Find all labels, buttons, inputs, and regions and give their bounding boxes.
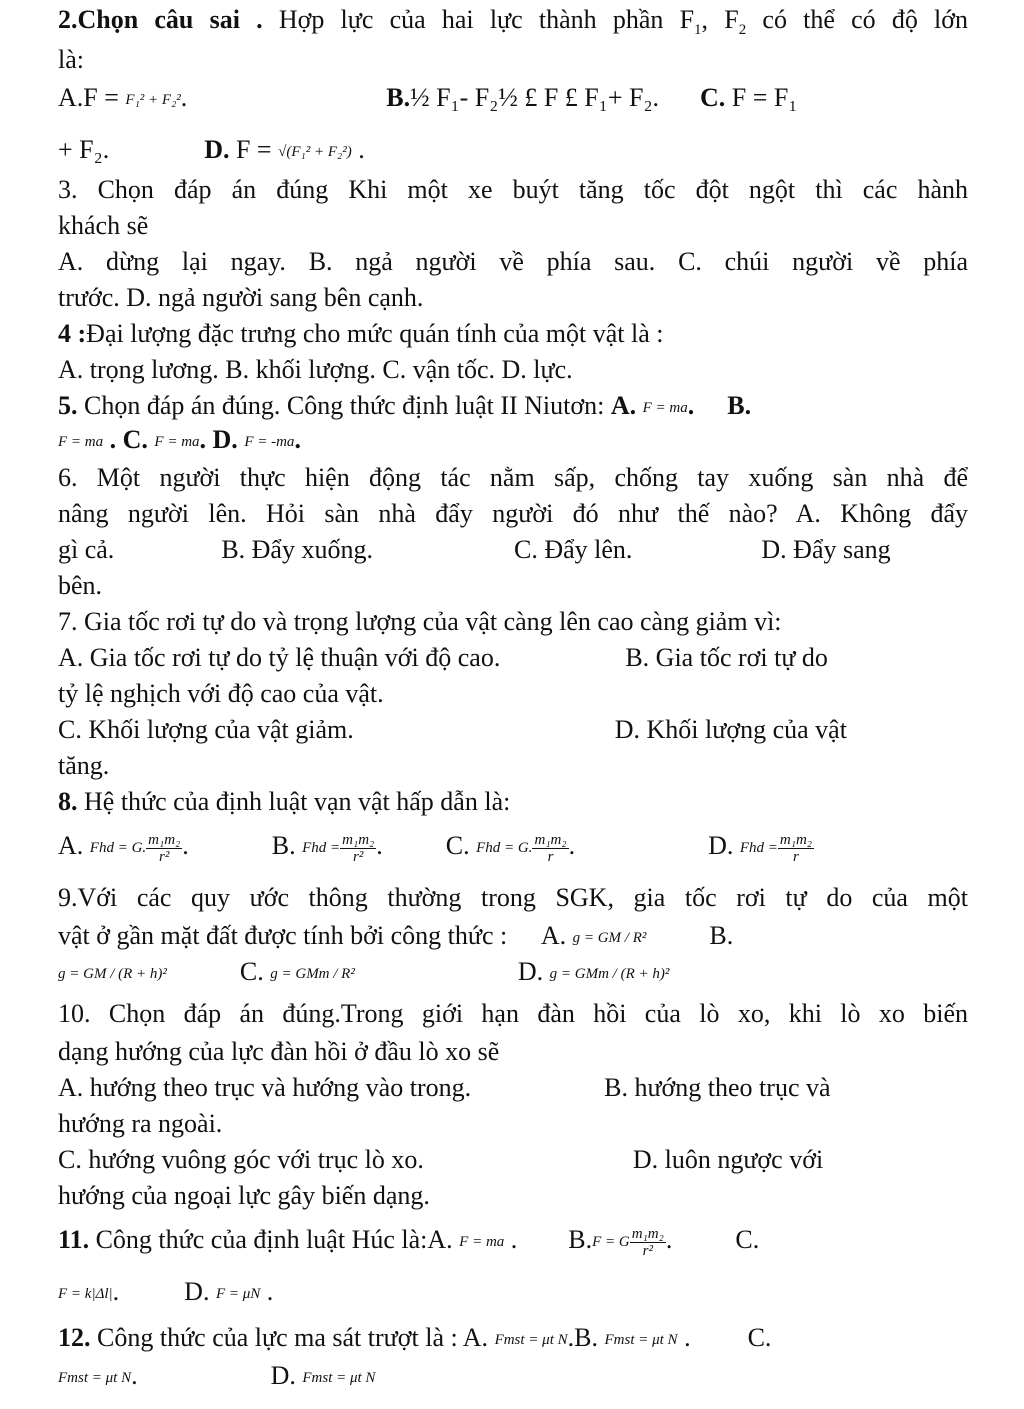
q2-option-c-cont: + F₂. — [58, 135, 110, 164]
q6-options — [58, 534, 891, 566]
q10-option-d-cont: hướng của ngoại lực gây biến dạng. — [58, 1181, 430, 1210]
q12-option-d-formula: Fmst = μt N — [302, 1370, 376, 1387]
q3-line2: khách sẽ — [58, 211, 149, 240]
q9-option-d-formula: g = GMm / (R + h)² — [549, 966, 670, 983]
q5-head: 5. — [58, 391, 78, 420]
q12-question: 12. Công thức của lực ma sát trượt là : A. Fmst = μt N.B. Fmst = μt N . C. — [58, 1323, 772, 1352]
q2-option-d: D. F = √(F₁² + F₂²) . — [204, 135, 365, 164]
q2-line1 — [58, 4, 968, 46]
q2-option-b: B.½ F₁- F₂½ £ F £ F₁+ F₂. — [386, 83, 660, 112]
q8-option-b-fraction: $\frac{\text{m₁m₂}}{\text{r²}}$ — [342, 831, 375, 865]
q12-option-c-formula: Fmst = μt N — [58, 1370, 132, 1387]
q6-line4: bên. — [58, 571, 103, 600]
q11-option-c-formula: F = k|Δl| — [58, 1286, 113, 1303]
q9-option-a-formula: g = GM / R² — [572, 930, 647, 947]
q3-line4: trước. D. ngả người sang bên cạnh. — [58, 283, 424, 312]
q7-option-c: C. Khối lượng của vật giảm. — [58, 715, 354, 744]
q8-option-d-fraction: $\frac{\text{m₁m₂}}{r}$ — [779, 831, 813, 865]
q8-option-c-fraction: $\frac{\text{m₁m₂}}{r}$ — [534, 831, 567, 865]
q5-question: 5. Chọn đáp án đúng. Công thức định luật II Niutơn: A. F = ma. B. — [58, 391, 752, 420]
q6-option-d: D. Đẩy sang — [761, 535, 891, 564]
q6-line2: nâng người lên. Hỏi sàn nhà đẩy người đó như thế nào? A. Không đẩy — [58, 499, 968, 528]
q12-options-row: Fmst = μt N. D. Fmst = μt N — [58, 1361, 376, 1390]
q3-option-c: C. chúi người về phía — [678, 247, 969, 276]
q5-option-d-formula: F = -ma — [244, 434, 295, 451]
q5-text: Chọn đáp án đúng. Công thức định luật II Niutơn: — [84, 391, 605, 420]
q2-options-row — [58, 82, 797, 116]
q10-line2: dạng hướng của lực đàn hồi ở đầu lò xo sẽ — [58, 1037, 500, 1066]
q5-option-c-formula: F = ma — [154, 434, 200, 451]
q6-line1: 6. Một người thực hiện động tác nằm sấp, chống tay xuống sàn nhà để — [58, 463, 968, 492]
q9-line1: 9.Với các quy ước thông thường trong SGK, gia tốc rơi tự do của một — [58, 883, 968, 912]
q11-option-b-fraction: $\frac{\text{m₁m₂}}{\text{r²}}$ — [631, 1225, 664, 1259]
q7-option-b-cont: tỷ lệ nghịch với độ cao của vật. — [58, 679, 384, 708]
q11-option-a-formula: F = ma — [459, 1234, 505, 1251]
q7-option-d: D. Khối lượng của vật — [614, 715, 847, 744]
q7-option-a: A. Gia tốc rơi tự do tỷ lệ thuận với độ cao. — [58, 643, 501, 672]
q10-options-ab — [58, 1072, 831, 1104]
q4-options: A. trọng lương. B. khối lượng. C. vận tốc. D. lực. — [58, 355, 573, 384]
q7-options-cd — [58, 714, 847, 746]
q8-options: A. Fhd = G. $\frac{\text{m₁m₂}}{\text{r²}}$ . B. Fhd = $\frac{\text{m₁m₂}}{\text{r²}}$ . C. Fhd = G. $\frac{\text{m₁m₂}}{r}$ . D. Fhd = $\frac{\text{m₁m₂}}{r}$ — [58, 831, 813, 865]
q9-options-row: g = GM / (R + h)² C. g = GMm / R² D. g = GMm / (R + h)² — [58, 957, 670, 986]
q8-text: Hệ thức của định luật vạn vật hấp dẫn là: — [84, 787, 511, 816]
q9-line2: vật ở gần mặt đất được tính bởi công thức : A. g = GM / R² B. — [58, 921, 734, 950]
q9-option-b-formula: g = GM / (R + h)² — [58, 966, 167, 983]
q5-option-b-label: B. — [727, 391, 752, 420]
q5-option-b-formula: F = ma — [58, 434, 104, 451]
q7-option-d-cont: tăng. — [58, 751, 110, 780]
q10-option-c: C. hướng vuông góc với trục lò xo. — [58, 1145, 424, 1174]
q5-option-a-formula: F = ma — [642, 400, 688, 417]
q11-question: 11. Công thức của định luật Húc là:A. F = ma . B.F = G $\frac{\text{m₁m₂}}{\text{r²}}$ . C. — [58, 1225, 760, 1259]
q2-la: là: — [58, 45, 84, 74]
q10-option-b: B. hướng theo trục và — [604, 1073, 831, 1102]
q12-option-b-formula: Fmst = μt N — [604, 1332, 678, 1349]
q2-text: Hợp lực của hai lực thành phần $F_1$, $F_2$ có thể có độ lớn — [278, 5, 969, 39]
q8-question: 8. Hệ thức của định luật vạn vật hấp dẫn là: — [58, 787, 511, 816]
q4-text: Đại lượng đặc trưng cho mức quán tính của một vật là : — [86, 319, 664, 348]
q9-option-c-formula: g = GMm / R² — [270, 966, 355, 983]
q3-option-b: B. ngả người về phía sau. — [308, 247, 656, 276]
q4-head: 4 : — [58, 319, 87, 348]
q6-option-a-cont: gì cả. — [58, 535, 115, 564]
q2-option-a: A.F = F₁² + F₂². — [58, 83, 188, 112]
q6-option-c: C. Đẩy lên. — [513, 535, 633, 564]
q10-options-cd — [58, 1144, 823, 1176]
q6-option-b: B. Đẩy xuống. — [221, 535, 373, 564]
q10-option-a: A. hướng theo trục và hướng vào trong. — [58, 1073, 472, 1102]
q9-option-b-label: B. — [709, 921, 734, 950]
q10-option-d: D. luôn ngược với — [632, 1145, 824, 1174]
q3-options — [58, 246, 968, 278]
q2-head: 2.Chọn câu sai . — [58, 5, 263, 34]
q7-options-ab — [58, 642, 828, 674]
q3-line1: 3. Chọn đáp án đúng Khi một xe buýt tăng tốc đột ngột thì các hành — [58, 175, 968, 204]
q5-options-row2: F = ma . C. F = ma. D. F = -ma. — [58, 425, 301, 454]
q12-text: Công thức của lực ma sát trượt là : A. — [97, 1323, 489, 1352]
q3-option-a: A. dừng lại ngay. — [58, 247, 286, 276]
q2-options-row2 — [58, 134, 365, 168]
q10-option-b-cont: hướng ra ngoài. — [58, 1109, 223, 1138]
q10-line1: 10. Chọn đáp án đúng.Trong giới hạn đàn hồi của lò xo, khi lò xo biến — [58, 999, 968, 1028]
q11-options-row: F = k|Δl|. D. F = μN . — [58, 1277, 274, 1306]
q7-option-b: B. Gia tốc rơi tự do — [625, 643, 828, 672]
q7-line1: 7. Gia tốc rơi tự do và trọng lượng của vật càng lên cao càng giảm vì: — [58, 607, 782, 636]
q2-option-c: C. F = F₁ — [700, 83, 798, 112]
q11-text: Công thức của định luật Húc là:A. — [95, 1225, 453, 1254]
q12-option-a-formula: Fmst = μt N — [494, 1332, 568, 1349]
q4-question — [58, 318, 664, 350]
q8-option-a-fraction: $\frac{\text{m₁m₂}}{\text{r²}}$ — [148, 831, 181, 865]
q11-option-d-formula: F = μN — [215, 1286, 261, 1303]
